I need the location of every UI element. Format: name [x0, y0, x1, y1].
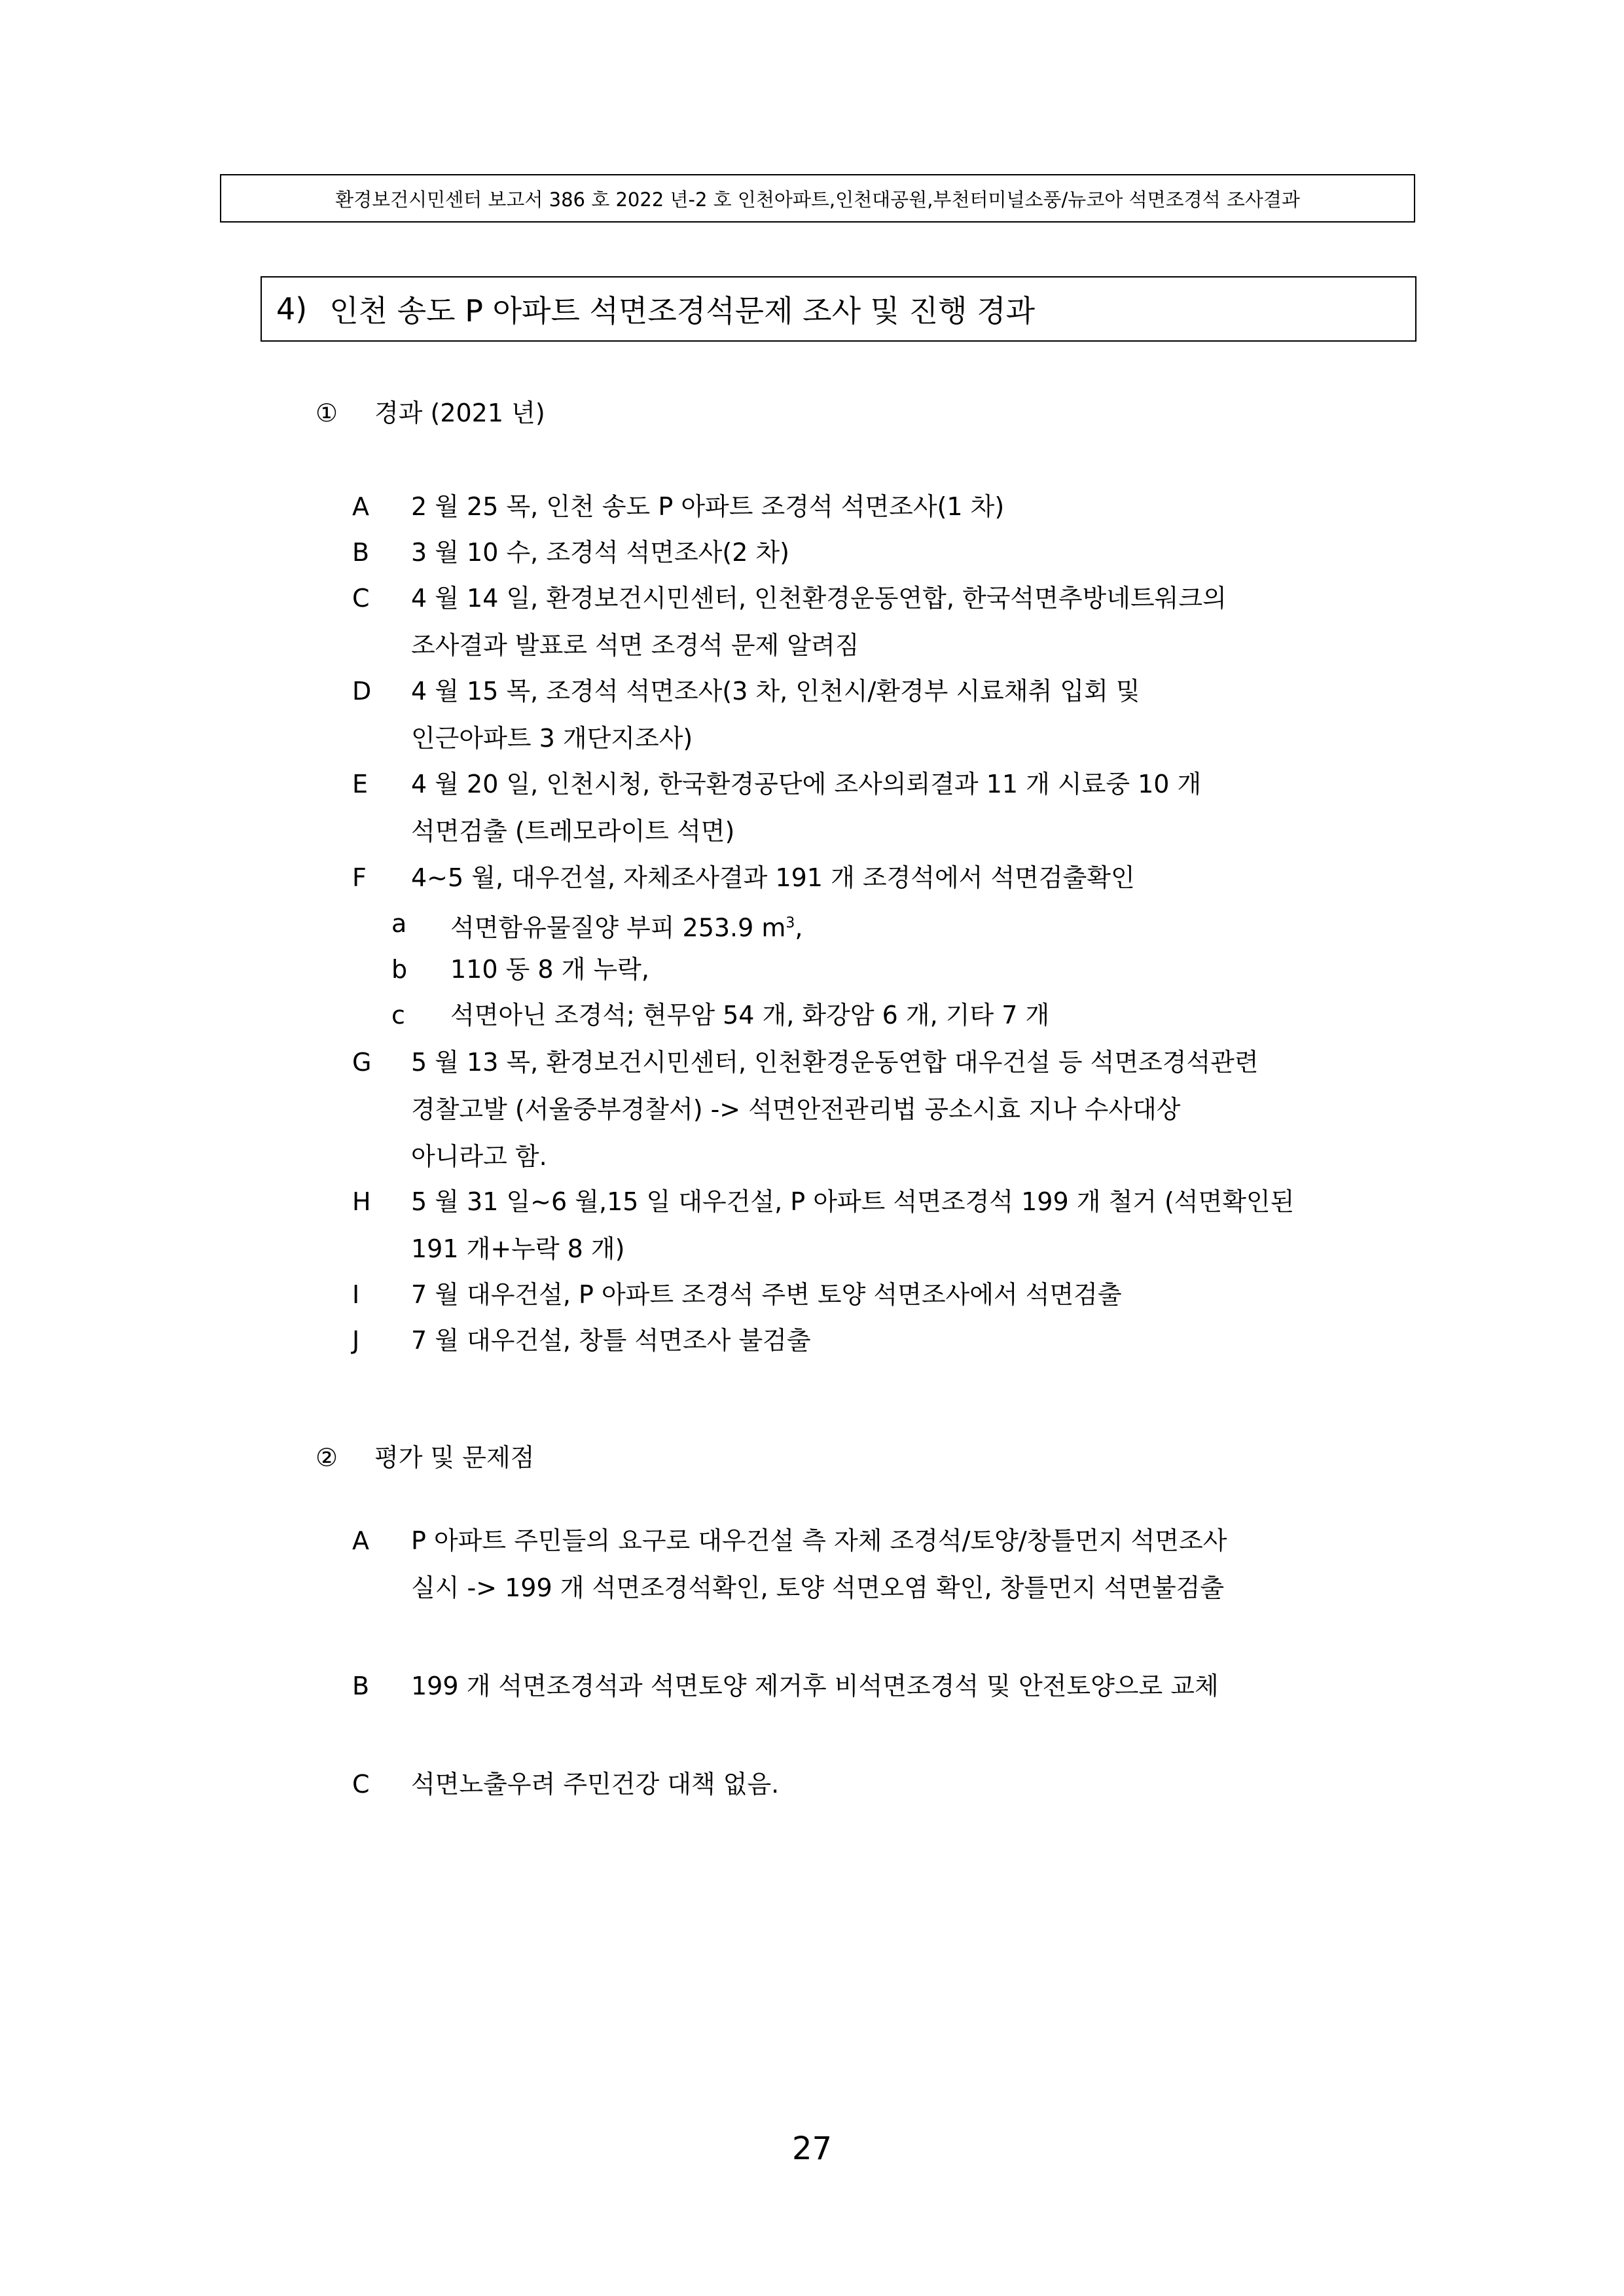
item-text: 4~5 월, 대우건설, 자체조사결과 191 개 조경석에서 석면검출확인 — [411, 863, 1135, 892]
item-text: 4 월 14 일, 환경보건시민센터, 인천환경운동연합, 한국석면추방네트워크의 — [411, 584, 1227, 613]
report-header-text: 환경보건시민센터 보고서 386 호 2022 년-2 호 인천아파트,인천대공원,부천터미널소풍/뉴코아 석면조경석 조사결과 — [335, 188, 1300, 211]
item-text-continued: 인근아파트 3 개단지조사) — [411, 724, 693, 753]
section-title-box — [261, 276, 1416, 342]
item-text-continued: 조사결과 발표로 석면 조경석 문제 알려짐 — [411, 631, 859, 660]
subheading-progress — [316, 393, 545, 429]
subitem-text-tail: , — [795, 913, 803, 942]
report-header — [220, 174, 1415, 223]
section-number: 4) — [276, 291, 308, 327]
item-letter: B — [352, 1672, 370, 1700]
subheading-title: 경과 (2021 년) — [374, 399, 545, 427]
item-text-continued: 석면검출 (트레모라이트 석면) — [411, 817, 735, 846]
item-text-continued: 실시 -> 199 개 석면조경석확인, 토양 석면오염 확인, 창틀먼지 석면불검출 — [411, 1573, 1225, 1602]
item-text: 7 월 대우건설, P 아파트 조경석 주변 토양 석면조사에서 석면검출 — [411, 1280, 1122, 1309]
subheading-marker: ① — [316, 399, 338, 427]
subitem-text — [450, 900, 803, 952]
item-text: 2 월 25 목, 인천 송도 P 아파트 조경석 석면조사(1 차) — [411, 492, 1005, 521]
item-letter: A — [352, 1526, 369, 1555]
subitem-text: 석면아닌 조경석; 현무암 54 개, 화강암 6 개, 기타 7 개 — [450, 1001, 1050, 1030]
item-letter: J — [352, 1326, 360, 1355]
subheading-marker: ② — [316, 1443, 338, 1472]
item-letter: C — [352, 1770, 370, 1799]
subitem-letter: c — [391, 1001, 405, 1030]
item-letter: C — [352, 584, 370, 613]
item-letter: I — [352, 1280, 360, 1309]
subitem-letter: a — [391, 909, 407, 938]
item-text: 석면노출우려 주민건강 대책 없음. — [411, 1770, 780, 1799]
subitem-letter: b — [391, 955, 408, 984]
subheading-evaluation — [316, 1437, 534, 1473]
item-text: 3 월 10 수, 조경석 석면조사(2 차) — [411, 538, 789, 567]
item-letter: H — [352, 1187, 371, 1216]
item-letter: A — [352, 492, 369, 521]
item-letter: F — [352, 863, 367, 892]
item-text: 4 월 20 일, 인천시청, 한국환경공단에 조사의뢰결과 11 개 시료중 10 개 — [411, 770, 1202, 798]
item-text: P 아파트 주민들의 요구로 대우건설 측 자체 조경석/토양/창틀먼지 석면조사 — [411, 1526, 1227, 1555]
subheading-title: 평가 및 문제점 — [374, 1443, 535, 1472]
superscript: 3 — [785, 915, 795, 931]
item-text-continued: 191 개+누락 8 개) — [411, 1234, 625, 1263]
item-text: 4 월 15 목, 조경석 석면조사(3 차, 인천시/환경부 시료채취 입회 및 — [411, 677, 1140, 706]
item-letter: G — [352, 1048, 372, 1077]
item-letter: E — [352, 770, 369, 798]
item-text-continued-2: 아니라고 함. — [411, 1142, 547, 1171]
item-text: 5 월 31 일~6 월,15 일 대우건설, P 아파트 석면조경석 199 개 철거 (석면확인된 — [411, 1187, 1295, 1216]
item-letter: D — [352, 677, 372, 706]
subitem-text-main: 석면함유물질양 부피 253.9 m — [450, 913, 786, 942]
item-text: 7 월 대우건설, 창틀 석면조사 불검출 — [411, 1326, 811, 1355]
section-title: 인천 송도 P 아파트 석면조경석문제 조사 및 진행 경과 — [329, 293, 1036, 329]
item-text: 199 개 석면조경석과 석면토양 제거후 비석면조경석 및 안전토양으로 교체 — [411, 1672, 1219, 1700]
item-text-continued: 경찰고발 (서울중부경찰서) -> 석면안전관리법 공소시효 지나 수사대상 — [411, 1095, 1181, 1124]
page-number: 27 — [791, 2130, 833, 2167]
item-text: 5 월 13 목, 환경보건시민센터, 인천환경운동연합 대우건설 등 석면조경석관련 — [411, 1048, 1259, 1077]
subitem-text: 110 동 8 개 누락, — [450, 955, 649, 984]
item-letter: B — [352, 538, 370, 567]
